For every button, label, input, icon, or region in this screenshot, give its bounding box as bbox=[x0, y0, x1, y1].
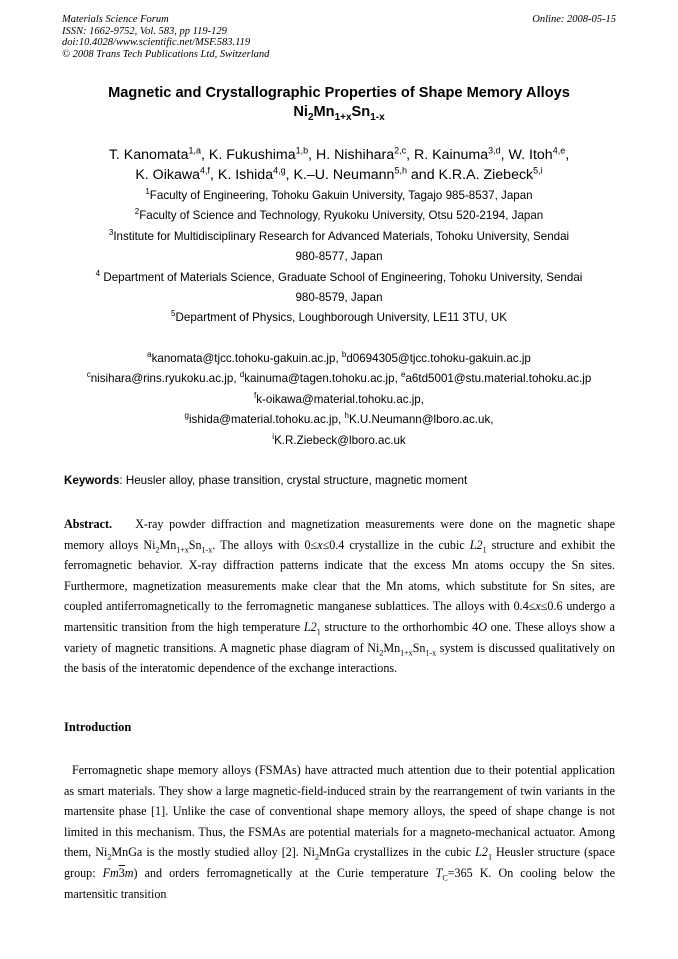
paper-title bbox=[40, 84, 638, 122]
author-list bbox=[30, 145, 648, 185]
keywords bbox=[64, 474, 616, 488]
author: T. Kanomata bbox=[108, 147, 189, 163]
author: K.–U. Neumann bbox=[293, 167, 395, 183]
journal-header bbox=[62, 14, 269, 60]
email-link[interactable]: K.R.Ziebeck@lboro.ac.uk bbox=[274, 433, 406, 447]
email-list bbox=[50, 349, 628, 451]
email-link[interactable]: a6td5001@stu.material.tohoku.ac.jp bbox=[405, 372, 592, 386]
affiliation: $^5$Department of Physics, Loughborough University, LE11 3TU, UK bbox=[171, 309, 507, 325]
email-line-1: $^a$kanomata@tjcc.tohoku-gakuin.ac.jp, $^b$d0694305@tjcc.tohoku-gakuin.ac.jp bbox=[147, 350, 531, 365]
email-line-5: $^i$K.R.Ziebeck@lboro.ac.uk bbox=[272, 431, 406, 447]
copyright: © 2008 Trans Tech Publications Ltd, Switzerland bbox=[62, 48, 270, 60]
keywords-label: Keywords bbox=[64, 474, 120, 487]
email-link[interactable]: kainuma@tagen.tohoku.ac.jp bbox=[244, 372, 395, 386]
abstract-label: Abstract. bbox=[64, 517, 113, 531]
introduction-text: Ferromagnetic shape memory alloys (FSMAs) have attracted much attention due to their potential application as smart materials. They show a large magnetic-field-induced strain by the rearrangement of twin variants in the martensite phase [1]. Unlike the case of conventional shape memory alloys, the speed of shape change is not limited in this mechanism. Thus, the FSMAs are potential materials for a magneto-mechanical actuator. Among them, $Ni_2MnGa$ is the mostly studied alloy [2]. $Ni_2MnGa$ crystallizes in the cubic $L2_1$ Heusler structure (space group: Fm3m) and orders ferromagnetically at the Curie temperature $T_C=365$ K. On cooling below the martensitic transition bbox=[64, 763, 616, 901]
author: R. Kainuma bbox=[414, 147, 489, 163]
keywords-text: : Heusler alloy, phase transition, crystal structure, magnetic moment bbox=[119, 474, 468, 487]
abstract: Abstract. X-ray powder diffraction and magnetization measurements were done on the magnetic shape memory alloys $Ni_2Mn_{1+x}Sn_{1-x}$. The alloys with 0≤x≤0.4 crystallize in the cubic $L2_1$ structure and exhibit the ferromagnetic behavior. X-ray diffraction patterns indicate that the excess Mn atoms occupy the Sn sites. Furthermore, magnetization measurements make clear that the Mn atoms, which substitute for Sn sites, are coupled antiferromagnetically to the ferromagnetic manganese sublattices. The alloys with 0.4≤x≤0.6 undergo a martensitic transition from the high temperature $L2_1$ structure to the orthorhombic 4O one. These alloys show a variety of magnetic transitions. A magnetic phase diagram of $Ni_2Mn_{1+x}Sn_{1-x}$ system is discussed qualitatively on the basis of the interatomic dependence of the exchange interactions. bbox=[64, 517, 616, 676]
author: W. Itoh bbox=[508, 147, 553, 163]
author: K. Ishida bbox=[217, 167, 274, 183]
email-link[interactable]: nisihara@rins.ryukoku.ac.jp bbox=[90, 372, 234, 386]
affiliation: $^4$ Department of Materials Science, Graduate School of Engineering, Tohoku University, Sendai bbox=[95, 268, 583, 284]
author: K. Oikawa bbox=[135, 167, 200, 183]
affiliation: $^3$Institute for Multidisciplinary Research for Advanced Materials, Tohoku University, Sendai bbox=[108, 227, 570, 243]
email-link[interactable]: d0694305@tjcc.tohoku-gakuin.ac.jp bbox=[346, 352, 531, 365]
email-link[interactable]: K.U.Neumann@lboro.ac.uk, bbox=[348, 413, 494, 427]
author: K.R.A. Ziebeck bbox=[438, 167, 534, 183]
title-formula: $Ni_2Mn_{1+x}Sn_{1-x}$ bbox=[293, 104, 385, 123]
email-line-4: $^g$ishida@material.tohoku.ac.jp, $^h$K.U.Neumann@lboro.ac.uk, bbox=[184, 411, 494, 427]
affiliation-cont: 980-8579, Japan bbox=[295, 291, 383, 305]
email-link[interactable]: k-oikawa@material.tohoku.ac.jp, bbox=[256, 392, 424, 406]
affiliation-list bbox=[62, 186, 616, 329]
doi: doi:10.4028/www.scientific.net/MSF.583.119 bbox=[62, 37, 251, 49]
affiliation-cont: 980-8577, Japan bbox=[295, 250, 383, 264]
online-date: Online: 2008-05-15 bbox=[532, 14, 616, 25]
issn: ISSN: 1662-9752, Vol. 583, pp 119-129 bbox=[62, 25, 227, 37]
author: H. Nishihara bbox=[316, 147, 395, 163]
email-link[interactable]: ishida@material.tohoku.ac.jp bbox=[188, 413, 339, 427]
section-heading-introduction: Introduction bbox=[64, 720, 132, 734]
author-line-1: T. Kanomata$^{1,a}$, K. Fukushima$^{1,b}$, H. Nishihara$^{2,c}$, R. Kainuma$^{3,d}$, W. Itoh$^{4,e}$, bbox=[108, 145, 570, 163]
email-line-3: $^f$k-oikawa@material.tohoku.ac.jp, bbox=[254, 390, 424, 406]
affiliation: $^1$Faculty of Engineering, Tohoku Gakuin University, Tagajo 985-8537, Japan bbox=[145, 187, 533, 202]
affiliation: $^2$Faculty of Science and Technology, Ryukoku University, Otsu 520-2194, Japan bbox=[134, 207, 544, 223]
email-line-2: $^c$nisihara@rins.ryukoku.ac.jp, $^d$kainuma@tagen.tohoku.ac.jp, $^e$a6td5001@stu.material.tohoku.ac.jp bbox=[86, 370, 592, 386]
email-link[interactable]: kanomata@tjcc.tohoku-gakuin.ac.jp bbox=[151, 352, 336, 365]
author-line-2: K. Oikawa$^{4,f}$, K. Ishida$^{4,g}$, K.–U. Neumann$^{5,h}$ and K.R.A. Ziebeck$^{5,i}$ bbox=[135, 165, 543, 183]
journal-name: Materials Science Forum bbox=[62, 14, 169, 25]
title-line-1: Magnetic and Crystallographic Properties of Shape Memory Alloys bbox=[108, 85, 570, 101]
author: K. Fukushima bbox=[208, 147, 296, 163]
